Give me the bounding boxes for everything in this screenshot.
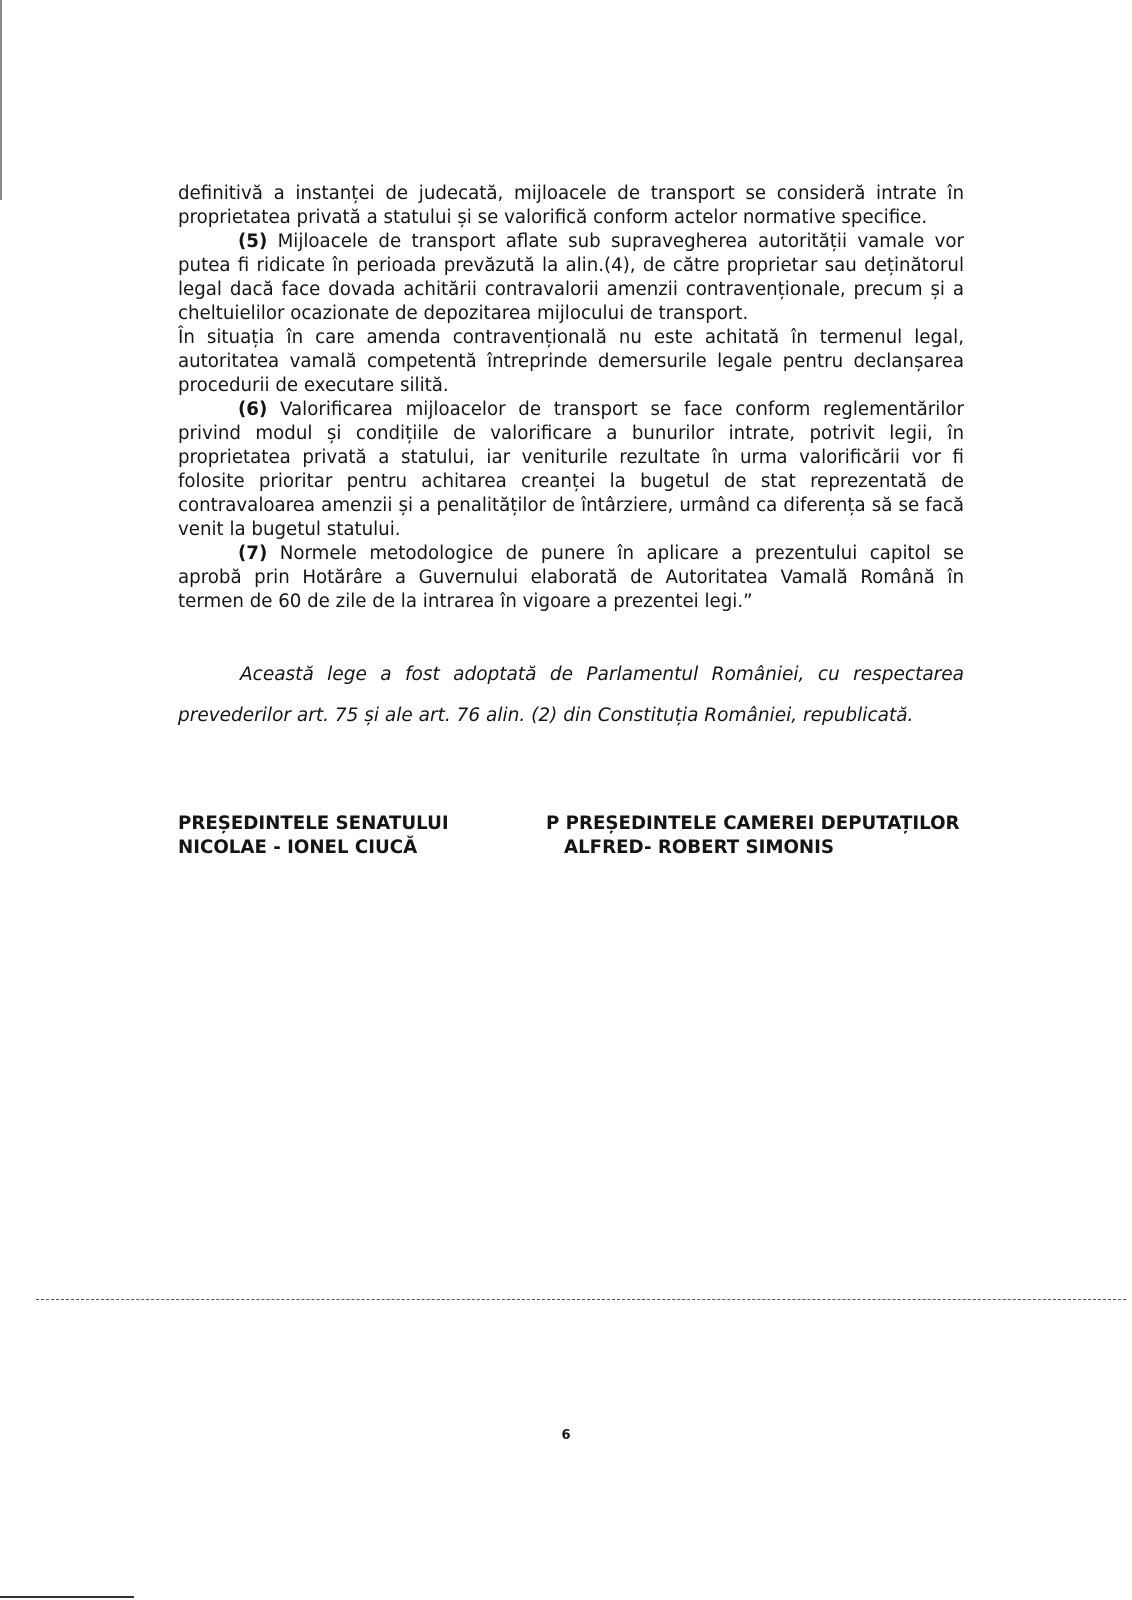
paragraph-5-continuation: În situația în care amenda contravențională nu este achitată în termenul legal, autoritatea vamală competentă întreprinde demersurile legale pentru declanșarea procedurii de executare silită. (178, 327, 964, 396)
page-number: 6 (561, 1428, 571, 1443)
paragraph-7-number: (7) (238, 543, 268, 564)
footer-divider (36, 1299, 1126, 1300)
paragraph-5-text: Mijloacele de transport aflate sub supravegherea autorității vamale vor putea fi ridicate în perioada prevăzută la alin.(4), de către proprietar sau deținătorul legal dacă face dovada achitării contravalorii amenzii contravenționale, precum și a cheltuielilor ocazionate de depozitarea mijlocului de transport. (178, 231, 964, 324)
paragraph-continuation: definitivă a instanței de judecată, mijloacele de transport se consideră intrate în proprietatea privată a statului și se valorifică conform actelor normative specifice. (178, 183, 964, 228)
paragraph-6-text: Valorificarea mijloacelor de transport se face conform reglementărilor privind modul și condițiile de valorificare a bunurilor intrate, potrivit legii, în proprietatea privată a statului, iar veniturile rezultate în urma valorificării vor fi folosite prioritar pentru achitarea creanței la bugetul de stat reprezentată de contravaloarea amenzii și a penalităților de întârziere, urmând ca diferența să se facă venit la bugetul statului. (178, 399, 964, 540)
senate-president-title: PREȘEDINTELE SENATULUI (178, 813, 449, 834)
chamber-president-name: ALFRED- ROBERT SIMONIS (564, 837, 835, 858)
adoption-statement (178, 664, 964, 726)
senate-president-signature-block (178, 812, 449, 860)
chamber-president-signature-block (546, 812, 960, 860)
adoption-statement-line-1: Această lege a fost adoptată de Parlamentul României, cu respectarea (240, 664, 964, 685)
scan-edge-mark (0, 0, 2, 200)
paragraph-7 (178, 542, 964, 614)
chamber-president-title: P PREȘEDINTELE CAMEREI DEPUTAȚILOR (546, 813, 960, 834)
paragraph-7-text: Normele metodologice de punere în aplicare a prezentului capitol se aprobă prin Hotărâre a Guvernului elaborată de Autoritatea Vamală Română în termen de 60 de zile de la intrarea în vigoare a prezentei legi.” (178, 543, 964, 612)
law-text-body (178, 182, 964, 614)
paragraph-5-number: (5) (238, 231, 268, 252)
paragraph-5 (178, 230, 964, 326)
bottom-edge-line (0, 1596, 134, 1598)
paragraph-6-number: (6) (238, 399, 268, 420)
paragraph-6 (178, 398, 964, 542)
adoption-statement-line-2: prevederilor art. 75 și ale art. 76 alin. (2) din Constituția României, republicată. (178, 705, 914, 726)
senate-president-name: NICOLAE - IONEL CIUCĂ (178, 837, 418, 858)
